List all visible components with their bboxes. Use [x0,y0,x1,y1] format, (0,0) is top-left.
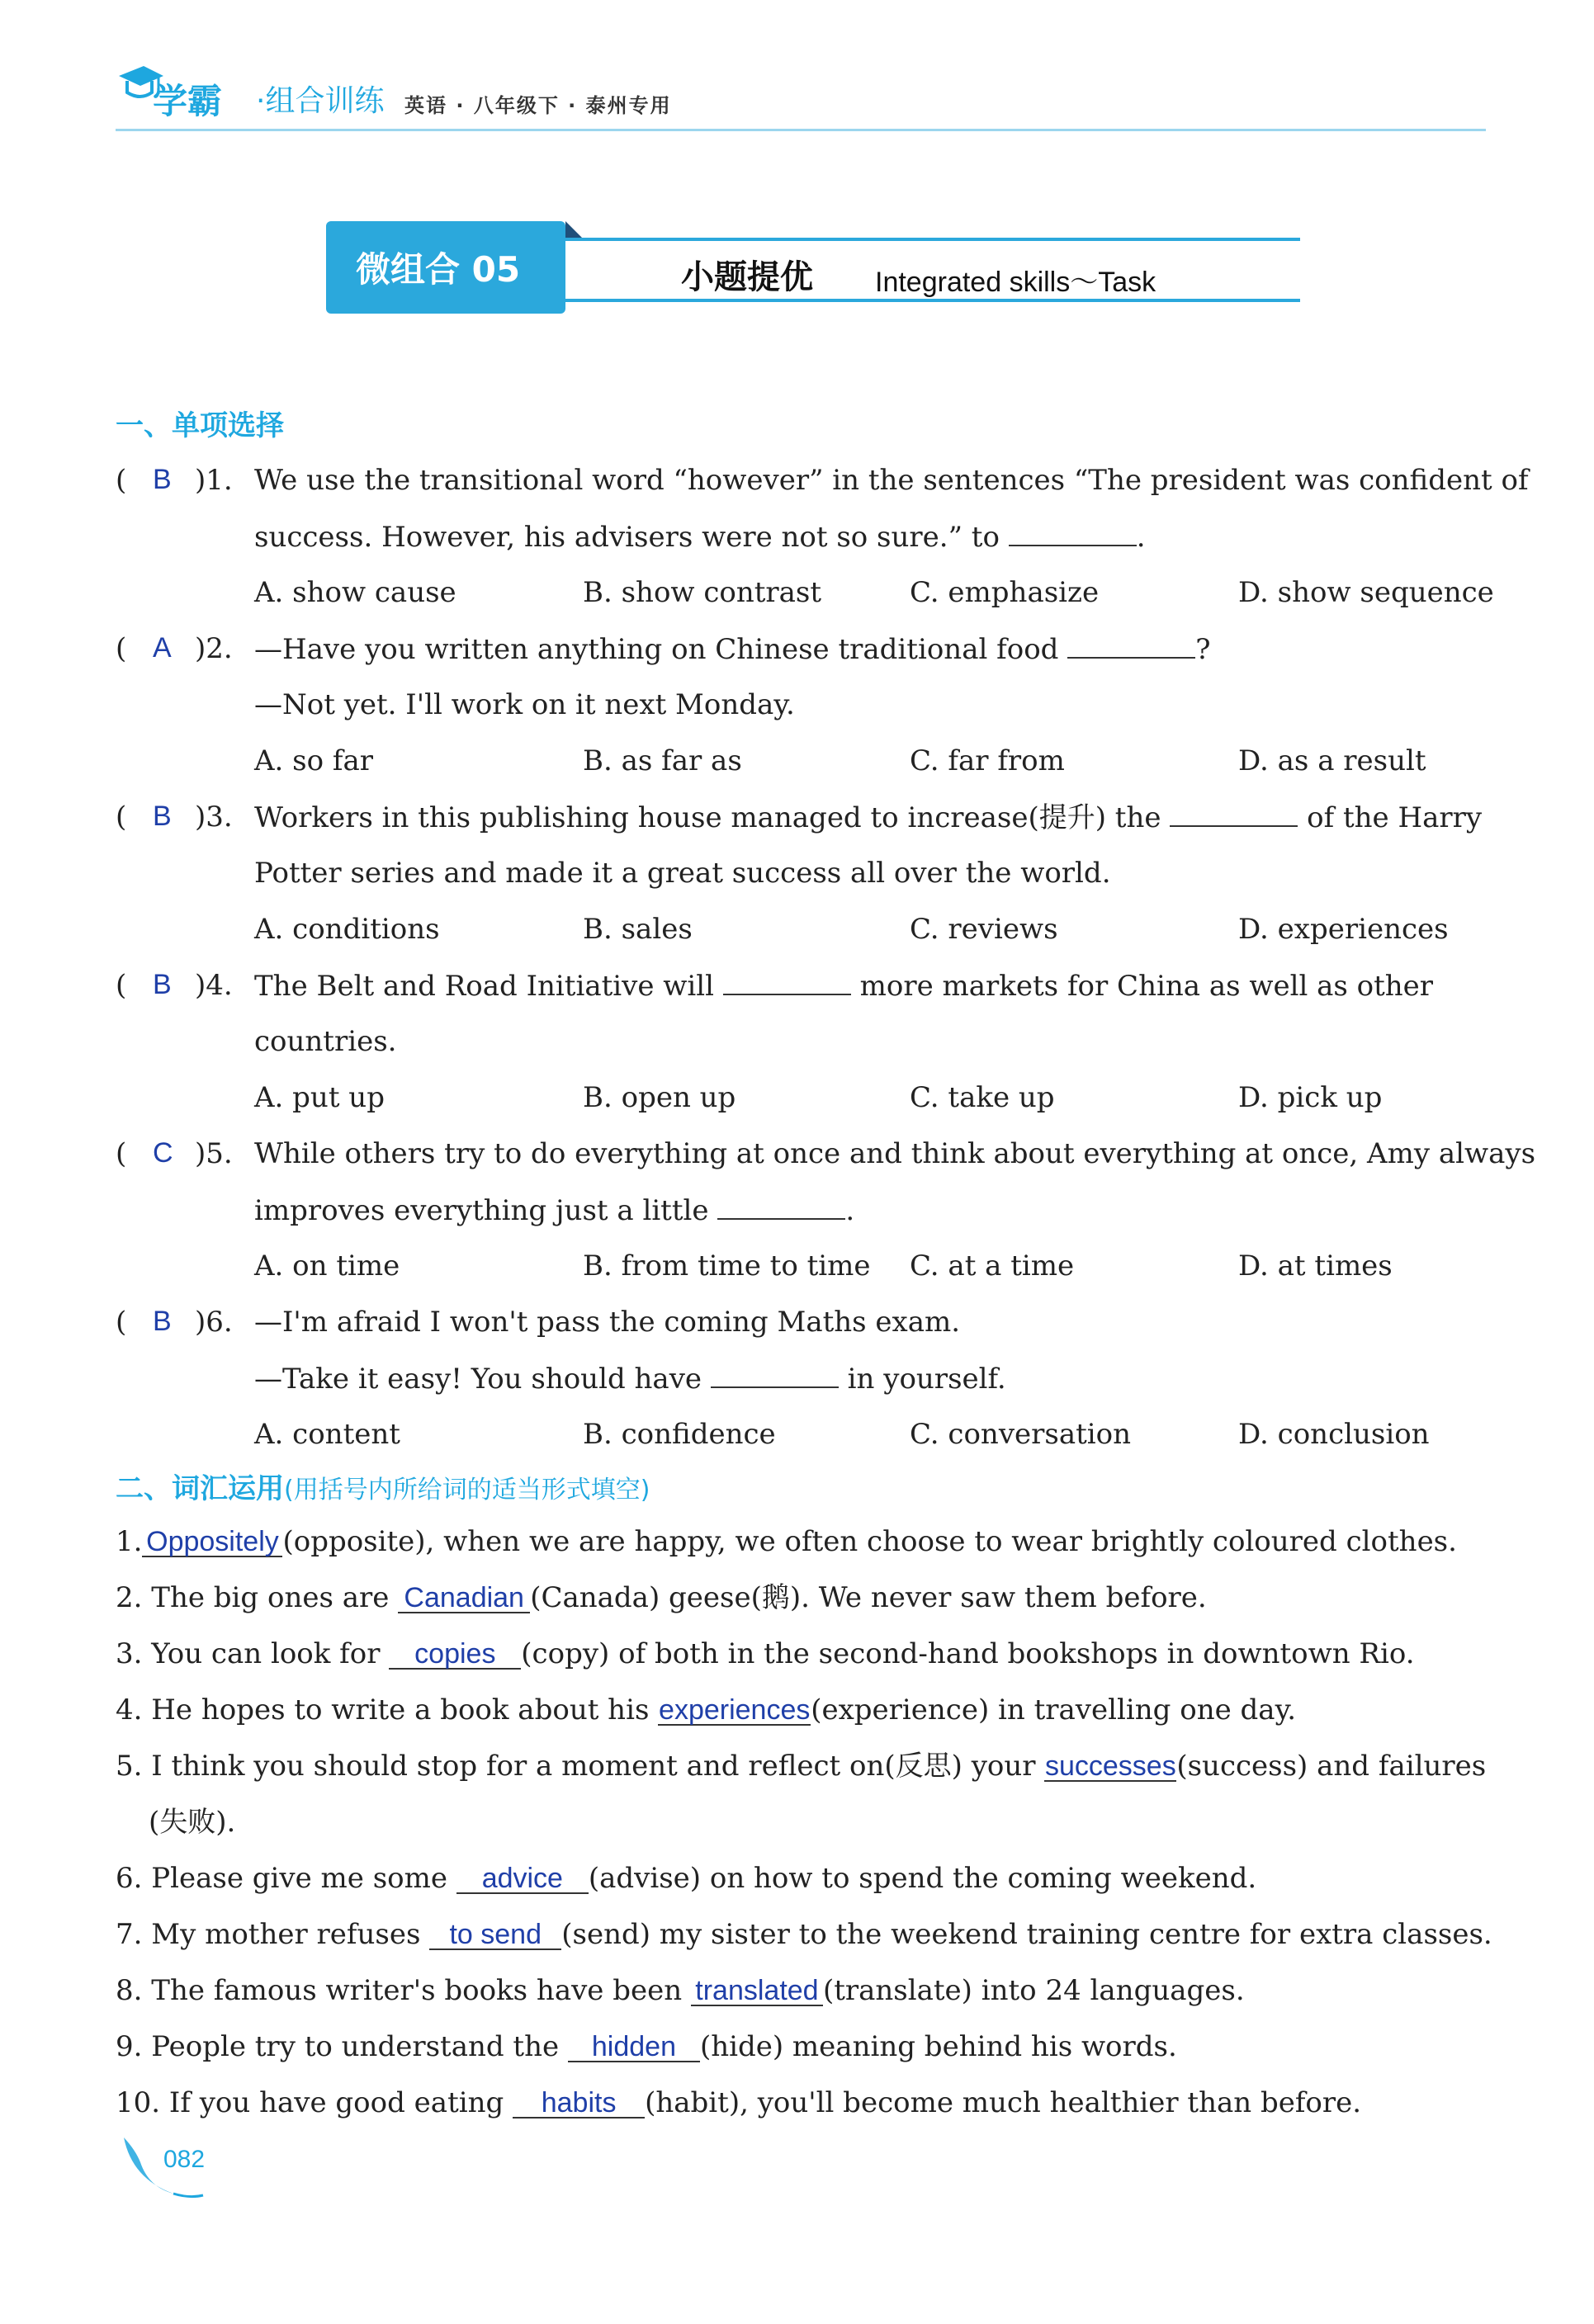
option: D. experiences [1238,913,1449,946]
banner-subtitle: Integrated skills～Task [875,267,1156,298]
item-text: (translate) into 24 languages. [822,1974,1245,2007]
question-text: While others try to do everything at once and think about everything at once, Amy always [254,1137,1536,1170]
brand-name: 学霸 [153,81,223,121]
option: D. at times [1238,1249,1393,1282]
option: C. reviews [910,913,1058,946]
answer-value: B [153,801,172,832]
item-number: 2. [116,1581,143,1614]
option: A. show cause [254,576,456,609]
question-tail: in yourself. [847,1363,1006,1396]
option: A. on time [254,1249,400,1282]
option: B. sales [583,913,693,946]
section-title-text: 二、词汇运用 [116,1472,284,1505]
vocab-item [116,2030,1177,2063]
answer-blank [723,969,851,995]
option: D. pick up [1238,1081,1383,1114]
answer-paren: ( [116,801,127,834]
answer-fill: advice [456,1864,589,1894]
option: C. at a time [910,1249,1075,1282]
question-tail: more markets for China as well as other [859,970,1434,1003]
question-text [254,969,1433,1003]
item-number: 1. [116,1525,143,1558]
item-number: 3. [116,1637,143,1670]
item-text: (success) and failures [1176,1750,1487,1783]
answer-blank [1170,801,1298,827]
item-text: (advise) on how to spend the coming weekend. [588,1862,1257,1895]
answer-fill: translated [691,1977,823,2006]
answer-fill: experiences [659,1694,811,1726]
answer-fill: Canadian [398,1584,530,1613]
option: B. as far as [583,744,742,777]
vocab-item [116,1693,1296,1726]
option: C. far from [910,744,1065,777]
option: C. take up [910,1081,1055,1114]
answer-value: C [153,1137,173,1169]
section-banner [326,221,1300,314]
item-number: 10. [116,2086,161,2119]
answer-paren: ( [116,1306,127,1339]
question-text-line: The Belt and Road Initiative will [254,970,715,1003]
answer-fill: habits [513,2089,645,2119]
answer-fill: successes [1044,1750,1176,1782]
question-text [254,520,1146,554]
question-text-line: —Have you written anything on Chinese traditional food [254,633,1059,666]
vocab-item [116,1974,1245,2007]
question-text [254,801,1482,834]
item-text: (experience) in travelling one day. [811,1693,1297,1726]
page-number-badge [116,2129,206,2204]
banner-title: 小题提优 [681,258,813,296]
answer-blank [717,1193,845,1220]
section-instruction: (用括号内所给词的适当形式填空) [284,1476,650,1504]
answer-paren: ( [116,969,127,1002]
section-title-mc [116,403,284,443]
vocab-item [116,1750,1486,1783]
option: A. conditions [254,913,440,946]
option: C. conversation [910,1418,1132,1451]
answer-fill: Oppositely [142,1528,282,1557]
answer-blank [711,1362,839,1388]
answer-value: A [153,632,172,664]
question-tail: of the Harry [1307,801,1483,834]
vocab-item [116,1525,1457,1558]
item-text: (habit), you'll become much healthier than before. [645,2086,1362,2119]
item-number: 6. [116,1862,143,1895]
question-number: )6. [195,1306,233,1339]
item-text: My mother refuses [151,1918,421,1951]
option: C. emphasize [910,576,1100,609]
option: B. open up [583,1081,736,1114]
item-text: If you have good eating [168,2086,504,2119]
item-text: The big ones are [151,1581,390,1614]
option: B. confidence [583,1418,776,1451]
series-name: ·组合训练 [256,84,385,118]
vocab-item [116,2086,1361,2119]
answer-fill: copies [389,1640,521,1670]
vocab-item-continuation: (失败). [149,1806,236,1839]
item-text: (hide) meaning behind his words. [699,2030,1177,2063]
item-text: (opposite), when we are happy, we often choose to wear brightly coloured clothes. [282,1525,1457,1558]
option: D. as a result [1238,744,1426,777]
item-text: (send) my sister to the weekend training centre for extra classes. [561,1918,1492,1951]
option: A. so far [254,744,374,777]
section-title-text: 一、单项选择 [116,409,284,442]
option: B. show contrast [583,576,822,609]
vocab-item [116,1918,1492,1951]
question-number: )5. [195,1137,233,1170]
banner-tab-label: 微组合 05 [356,249,521,290]
question-text-line: success. However, his advisers were not so sure.” to [254,521,1000,554]
answer-paren: ( [116,464,127,497]
question-number: )3. [195,801,233,834]
question-number: )4. [195,969,233,1002]
item-text: I think you should stop for a moment and reflect on(反思) your [151,1750,1036,1783]
item-number: 9. [116,2030,143,2063]
answer-blank [1067,632,1195,659]
question-text [254,632,1210,666]
question-text-line: —Take it easy! You should have [254,1363,702,1396]
option: A. put up [254,1081,385,1114]
vocab-item [116,1637,1415,1670]
item-number: 4. [116,1693,143,1726]
question-text-line: improves everything just a little [254,1194,709,1227]
answer-value: B [153,464,172,495]
item-text: (copy) of both in the second-hand bookshops in downtown Rio. [521,1637,1415,1670]
question-text: —Not yet. I'll work on it next Monday. [254,688,795,721]
question-text: —I'm afraid I won't pass the coming Maths exam. [254,1306,961,1339]
page-header [116,59,1486,134]
item-text: Please give me some [151,1862,448,1895]
header-divider [116,129,1486,131]
answer-blank [1009,520,1137,546]
option: D. conclusion [1238,1418,1430,1451]
item-text: He hopes to write a book about his [151,1693,650,1726]
option: B. from time to time [583,1249,871,1282]
question-text [254,1193,854,1227]
item-number: 5. [116,1750,143,1783]
section-title-vocab [116,1466,650,1506]
option: A. content [254,1418,400,1451]
vocab-item [116,1581,1207,1614]
question-tail: ? [1195,633,1211,666]
question-number: )1. [195,464,233,497]
book-info: 英语 · 八年级下 · 泰州专用 [404,94,672,117]
item-text: You can look for [151,1637,381,1670]
question-text-line: Workers in this publishing house managed to increase(提升) the [254,801,1161,834]
question-tail: . [845,1194,855,1227]
answer-fill: hidden [568,2033,700,2062]
question-tail: . [1136,521,1146,554]
answer-paren: ( [116,632,127,665]
question-text: Potter series and made it a great success all over the world. [254,857,1111,890]
item-text: (Canada) geese(鹅). We never saw them before. [530,1581,1207,1614]
answer-paren: ( [116,1137,127,1170]
answer-value: B [153,1306,172,1337]
item-number: 7. [116,1918,143,1951]
answer-value: B [153,969,172,1000]
option: D. show sequence [1238,576,1494,609]
item-text: People try to understand the [151,2030,560,2063]
question-text: countries. [254,1025,397,1058]
question-text: We use the transitional word “however” in the sentences “The president was confident of [254,464,1529,497]
vocab-item [116,1862,1256,1895]
question-text [254,1362,1006,1396]
banner-corner [565,221,582,238]
answer-fill: to send [429,1920,561,1950]
banner-top-line [565,238,1300,241]
question-number: )2. [195,632,233,665]
item-number: 8. [116,1974,143,2007]
page-number: 082 [163,2146,206,2173]
item-text: The famous writer's books have been [151,1974,683,2007]
